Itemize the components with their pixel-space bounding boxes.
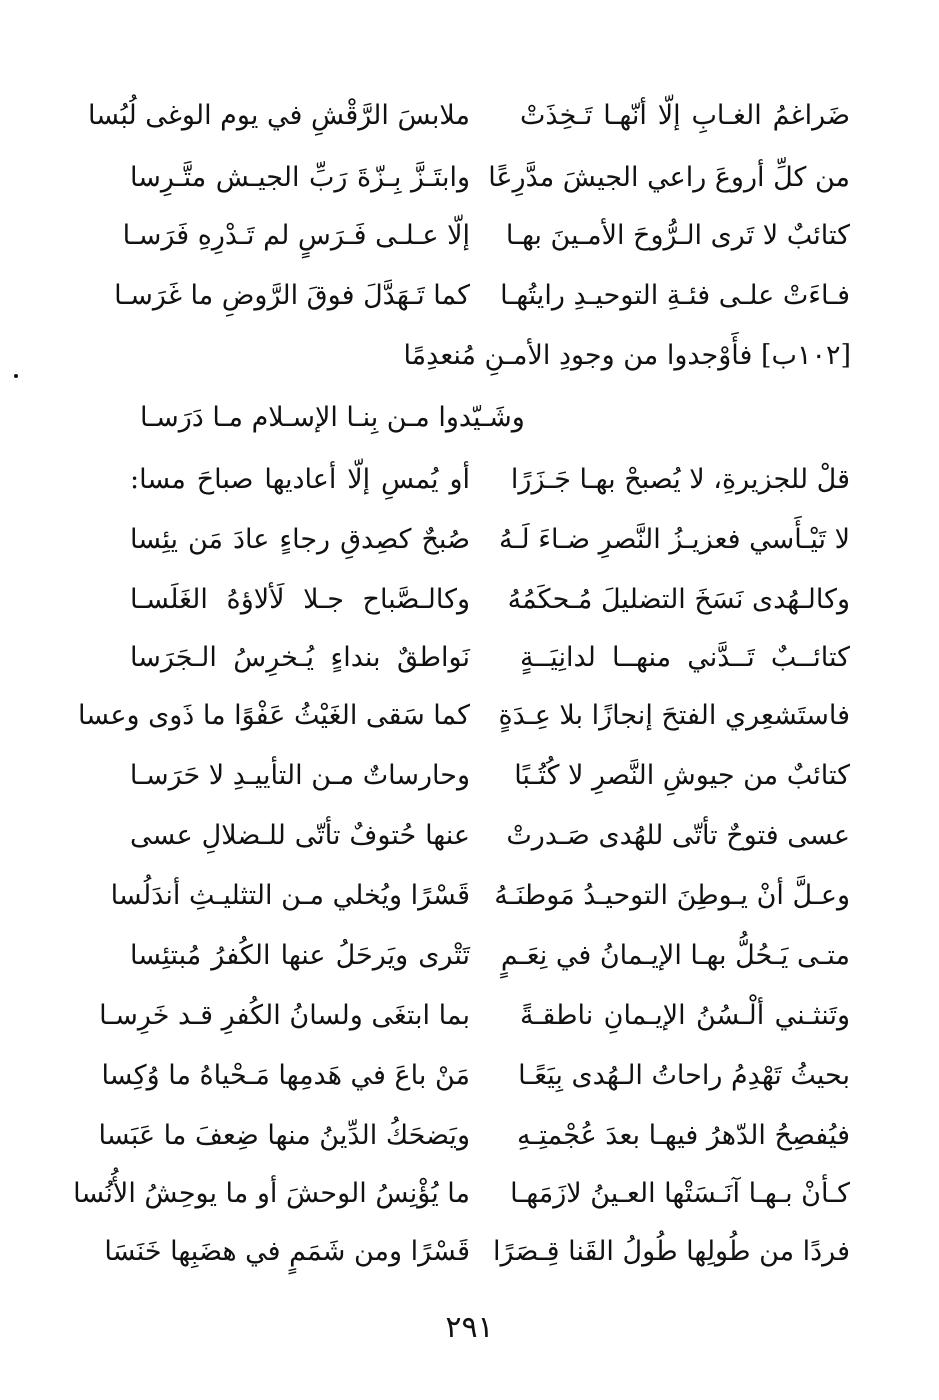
couplet — [73, 1174, 850, 1214]
couplet — [130, 816, 850, 856]
first-hemistich: كتائبٌ من جيوشِ النَّصرِ لا كُتُـبًا — [514, 760, 850, 791]
couplet — [88, 96, 850, 136]
couplet — [101, 1056, 850, 1096]
second-hemistich: ويَضحَكُ الدِّينُ منها ضِعفَ ما عَبَسا — [98, 1120, 470, 1151]
continuation-line: وشَـيّدوا مـن بِنـا الإسـلام مـا دَرَسـا — [140, 402, 525, 433]
couplet — [130, 638, 850, 678]
second-hemistich: عنها حُتوفٌ تأتّى للـضلالِ عسى — [130, 820, 470, 851]
couplet — [114, 276, 850, 316]
first-hemistich: فردًا من طُولِها طُولُ القَنا قِـصَرًا — [492, 1236, 850, 1267]
first-hemistich: فـاءَتْ علـى فئـةِ التوحيـدِ رايتُهـا — [500, 280, 850, 311]
first-hemistich: من كلِّ أروعَ راعي الجيشَ مدَّرِعًا — [488, 162, 850, 193]
second-hemistich: بما ابتغَى ولسانُ الكُفرِ قـد خَرِسـا — [99, 1000, 470, 1031]
couplet — [130, 756, 850, 796]
first-hemistich: ضَراغمُ الغـابِ إلّا أنّهـا تَـخِذَتْ — [520, 100, 850, 131]
second-hemistich: وحارساتٌ مـن التأييـدِ لا حَرَسـا — [129, 760, 470, 791]
couplet — [130, 936, 850, 976]
first-hemistich: وعـلَّ أنْ يـوطِنَ التوحيـدُ مَوطنَـهُ — [494, 880, 850, 911]
stray-mark — [14, 374, 18, 378]
first-hemistich: كـأنْ بـهـا آنَـسَتْها العـينُ لازَمَهـا — [510, 1178, 850, 1209]
second-hemistich: إلّا عـلـى فَـرَسٍ لم تَـدْرِهِ فَرَسـا — [122, 220, 470, 251]
couplet — [130, 520, 850, 560]
couplet — [130, 460, 850, 500]
second-hemistich: وابتَـزَّ بِـزّةَ رَبِّ الجيـش متَّـرِسا — [130, 162, 470, 193]
second-hemistich: ما يُؤْنِسُ الوحشَ أو ما يوحِشُ الأُنُسا — [73, 1178, 470, 1209]
couplet — [130, 158, 850, 198]
couplet — [99, 996, 850, 1036]
second-hemistich: نَواطقٌ بنداءٍ يُـخرِسُ الـجَرَسا — [130, 642, 470, 673]
first-hemistich: متـى يَـحُلُّ بهـا الإيـمانُ في نِعَـمٍ — [500, 940, 850, 971]
first-hemistich: فاستَشعِري الفتحَ إنجازًا بلا عِـدَةٍ — [498, 700, 850, 731]
second-hemistich: قَسْرًا ومن شَمَمٍ في هضَبِها خَنَسَا — [104, 1236, 470, 1267]
first-hemistich: قلْ للجزيرةِ، لا يُصبحْ بهـا جَـزَرًا — [510, 464, 850, 495]
second-hemistich: ملابسَ الرَّقْشِ في يوم الوغى لُبُسا — [88, 100, 470, 131]
couplet — [104, 1232, 850, 1272]
second-hemistich: كما سَقى الغَيْثُ عَفْوًا ما ذَوى وعسا — [78, 700, 470, 731]
first-hemistich: وتَنثـني ألْـسُنُ الإيـمانِ ناطقـةً — [520, 1000, 850, 1031]
couplet — [98, 1116, 850, 1156]
couplet — [78, 696, 850, 736]
second-hemistich: وكالـصَّباح جـلا لَألاؤهُ الغَلَسـا — [130, 584, 470, 615]
page-number: ٢٩١ — [445, 1310, 494, 1345]
couplet — [130, 580, 850, 620]
couplet — [110, 876, 850, 916]
first-hemistich: كتائــبٌ تَــدَّني منهــا لدانِيَــةٍ — [520, 642, 850, 673]
couplet — [122, 216, 850, 256]
second-hemistich: تَتْرى ويَرحَلُ عنها الكُفرُ مُبتئِسا — [130, 940, 470, 971]
second-hemistich: صُبحٌ كصِدقِ رجاءٍ عادَ مَن يئِسا — [130, 524, 470, 555]
second-hemistich: أو يُمسِ إلّا أعاديها صباحَ مسا: — [130, 464, 470, 495]
second-hemistich: مَنْ باعَ في هَدمِها مَـحْياهُ ما وُكِسا — [101, 1060, 470, 1091]
first-hemistich: لا تَيْـأَسي فعزيـزُ النَّصرِ ضـاءَ لَـهُ — [499, 524, 850, 555]
first-hemistich: وكالـهُدى نَسَخَ التضليلَ مُـحكَمُهُ — [507, 584, 850, 615]
second-hemistich: قَسْرًا ويُخلي مـن التثليـثِ أندَلُسا — [110, 880, 470, 911]
first-hemistich: كتائبٌ لا تَرى الـرُّوحَ الأمـينَ بهـا — [505, 220, 850, 251]
first-hemistich: بحيثُ تَهْدِمُ راحاتُ الـهُدى بِيَعًـا — [518, 1060, 850, 1091]
second-hemistich: كما تَـهَدَّلَ فوقَ الرَّوضِ ما غَرَسـا — [114, 280, 470, 311]
first-hemistich: عسى فتوحٌ تأتّى للهُدى صَـدرتْ — [506, 820, 850, 851]
folio-marker-line: [١٠٢ب] فأَوْجدوا من وجودِ الأمـنِ مُنعدِمًا — [403, 340, 851, 371]
first-hemistich: فيُفصِحُ الدّهرُ فيهـا بعدَ عُجْمتِـهِ — [517, 1120, 850, 1151]
